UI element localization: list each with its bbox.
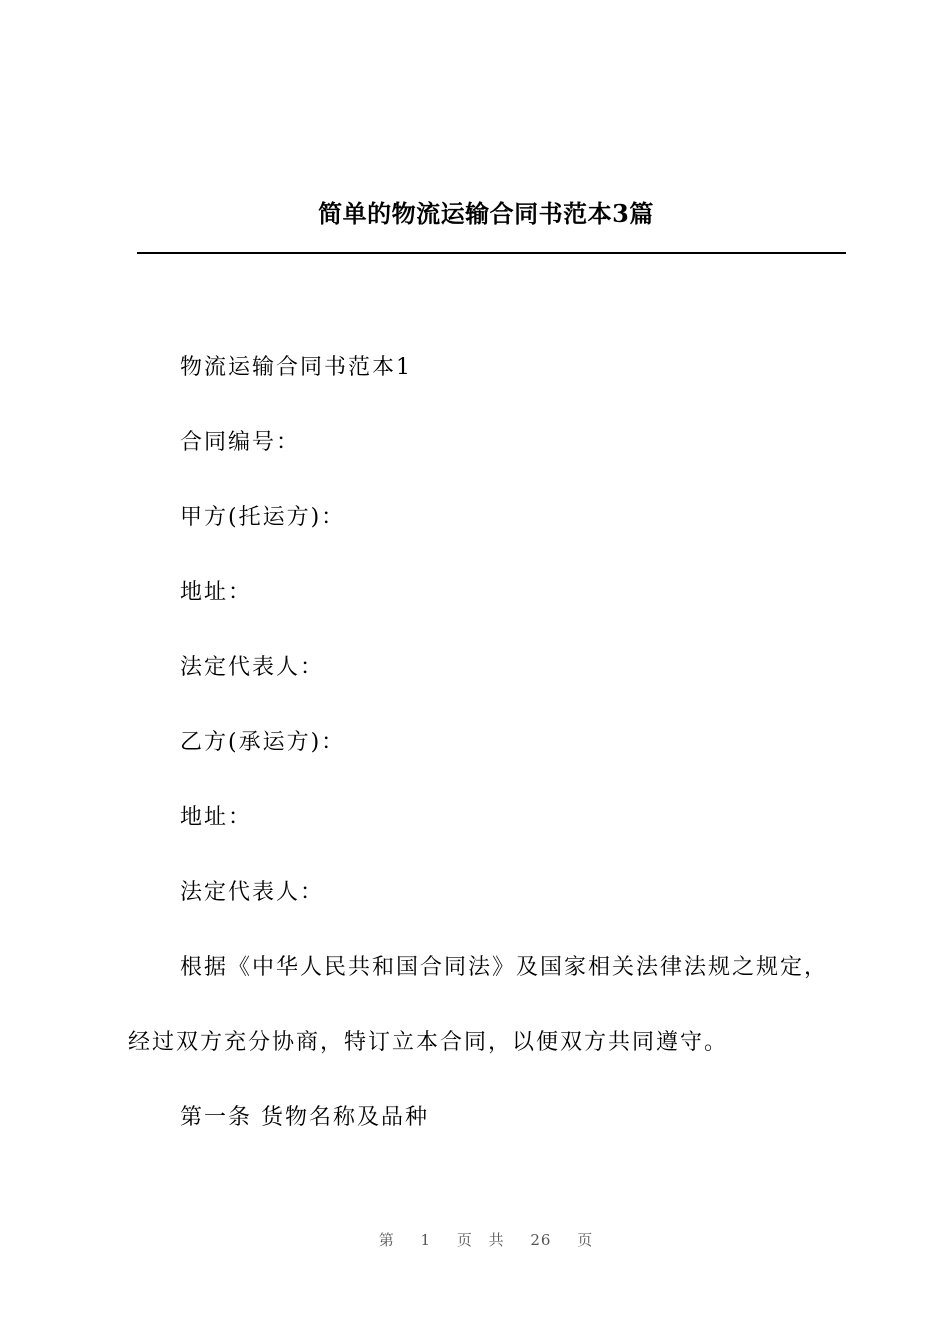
party-a-address-field: 地址： (180, 580, 253, 605)
contract-number-field: 合同编号： (180, 430, 301, 455)
party-b-representative-field: 法定代表人： (180, 880, 325, 905)
footer-mid: 页 共 (456, 1231, 505, 1249)
article-one-heading: 第一条 货物名称及品种 (180, 1105, 429, 1130)
footer-current-page: 1 (420, 1231, 432, 1249)
preamble-line-1: 根据《中华人民共和国合同法》及国家相关法律法规之规定， (180, 955, 829, 980)
title-divider (137, 252, 846, 254)
preamble-line-2: 经过双方充分协商，特订立本合同，以便双方共同遵守。 (128, 1030, 729, 1055)
party-a-representative-field: 法定代表人： (180, 655, 325, 680)
footer-suffix: 页 (577, 1231, 594, 1249)
party-b-field: 乙方(承运方)： (180, 730, 346, 755)
party-b-address-field: 地址： (180, 805, 253, 830)
party-a-field: 甲方(托运方)： (180, 505, 346, 530)
document-title: 简单的物流运输合同书范本3篇 (318, 199, 654, 228)
document-body (128, 350, 860, 1175)
footer-total-pages: 26 (530, 1231, 552, 1249)
page-footer (0, 1229, 950, 1250)
footer-prefix: 第 (378, 1231, 395, 1249)
section-heading: 物流运输合同书范本1 (180, 355, 412, 380)
